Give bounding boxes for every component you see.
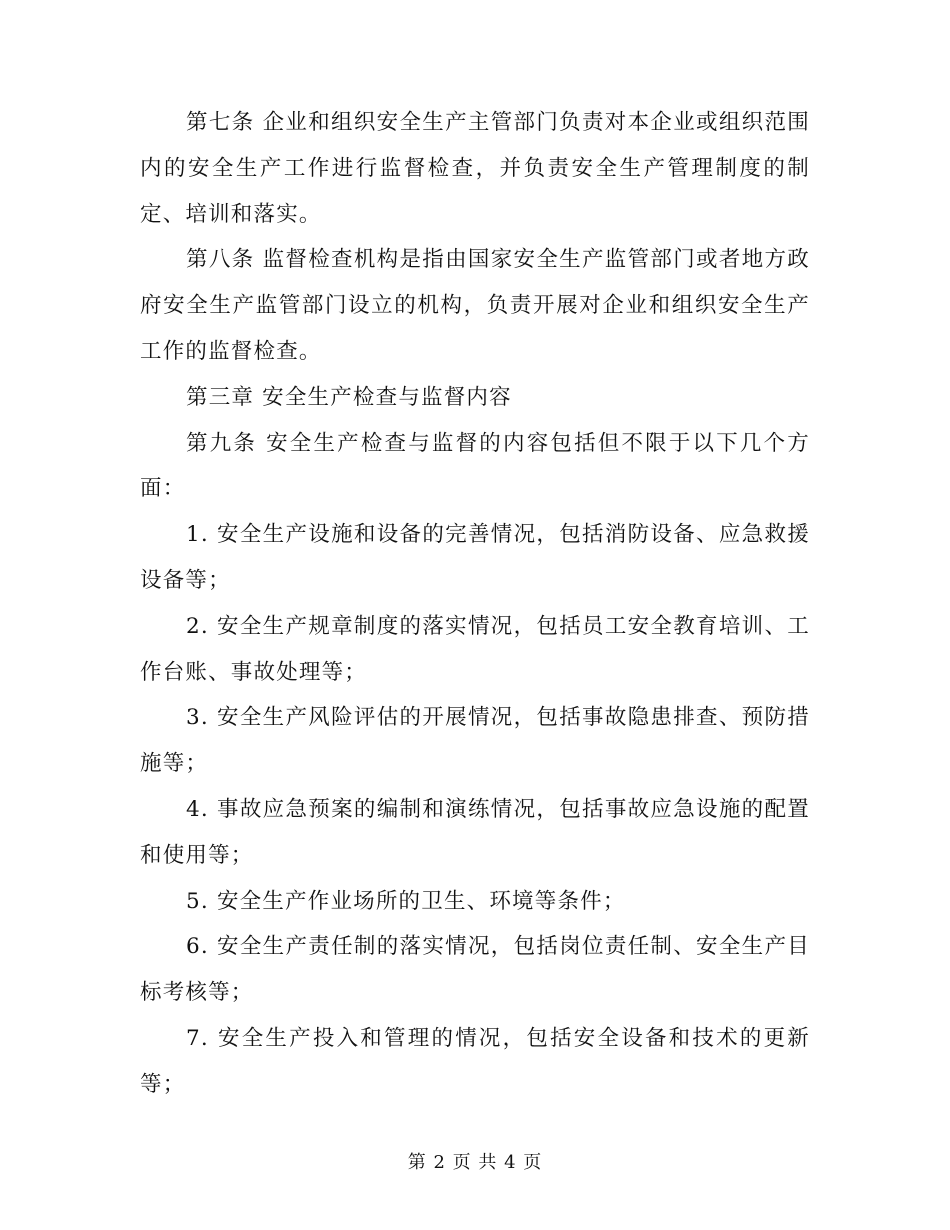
- list-item-2: 2. 安全生产规章制度的落实情况，包括员工安全教育培训、工作台账、事故处理等；: [140, 613, 810, 685]
- list-item-4: 4. 事故应急预案的编制和演练情况，包括事故应急设施的配置和使用等；: [140, 796, 810, 868]
- list-item-3: 3. 安全生产风险评估的开展情况，包括事故隐患排查、预防措施等；: [140, 705, 810, 777]
- chapter-3-heading: 第三章 安全生产检查与监督内容: [186, 384, 512, 410]
- article-7-paragraph: 第七条 企业和组织安全生产主管部门负责对本企业或组织范围内的安全生产工作进行监督检查，并负责安全生产管理制度的制定、培训和落实。: [140, 110, 810, 227]
- page-number-footer: 第 2 页 共 4 页: [407, 1152, 543, 1173]
- list-item-1: 1. 安全生产设施和设备的完善情况，包括消防设备、应急救援设备等；: [140, 522, 810, 593]
- list-item-6: 6. 安全生产责任制的落实情况，包括岗位责任制、安全生产目标考核等；: [140, 934, 810, 1006]
- article-8-paragraph: 第八条 监督检查机构是指由国家安全生产监管部门或者地方政府安全生产监管部门设立的机构，负责开展对企业和组织安全生产工作的监督检查。: [140, 247, 810, 364]
- list-item-7: 7. 安全生产投入和管理的情况，包括安全设备和技术的更新等；: [140, 1025, 810, 1097]
- article-9-paragraph: 第九条 安全生产检查与监督的内容包括但不限于以下几个方面：: [140, 430, 810, 502]
- document-body: [140, 100, 810, 1108]
- list-item-5: 5. 安全生产作业场所的卫生、环境等条件；: [186, 888, 626, 914]
